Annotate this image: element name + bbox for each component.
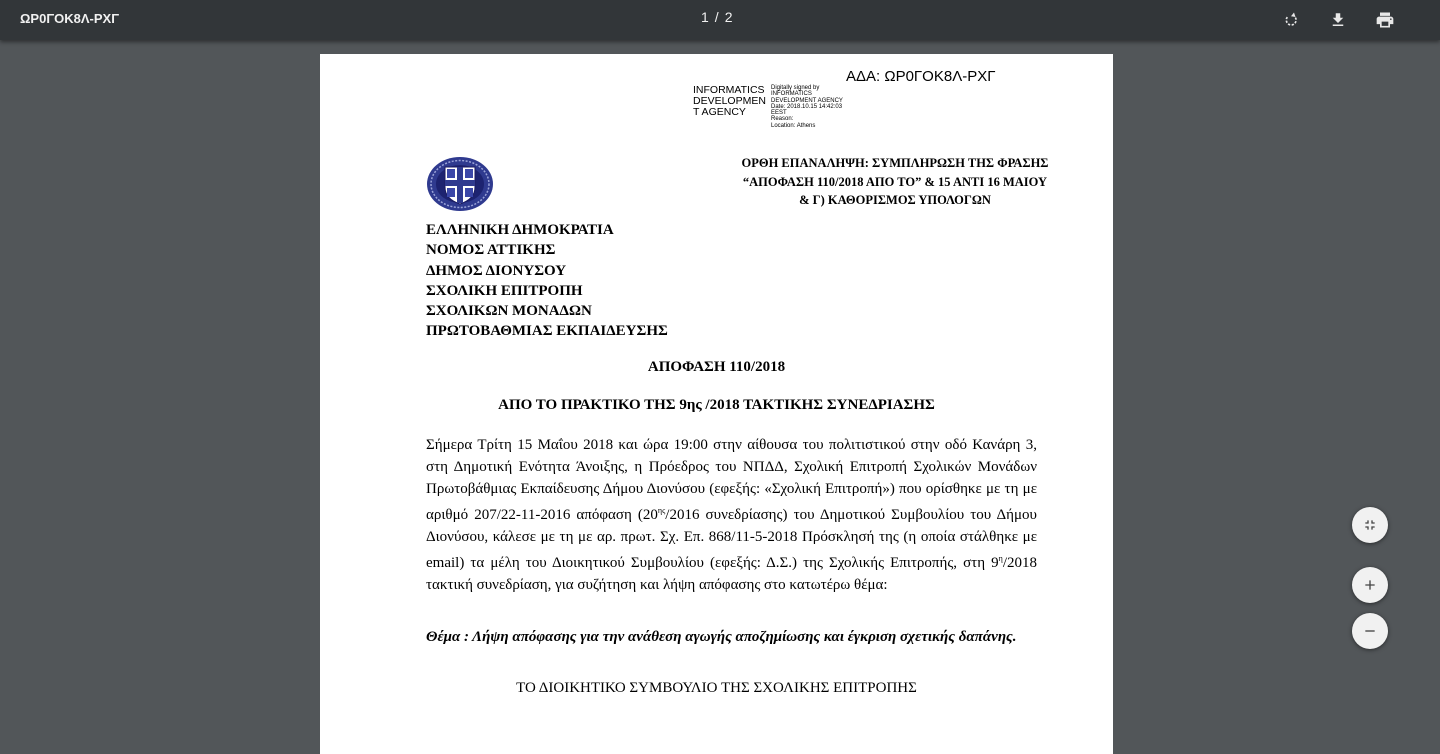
signature-detail-line: INFORMATICS: [771, 91, 812, 98]
rotate-icon: [1282, 11, 1300, 29]
authority-line: ΣΧΟΛΙΚΩΝ ΜΟΝΑΔΩΝ: [426, 303, 592, 320]
superscript: η: [998, 554, 1003, 563]
correction-note: [715, 154, 1075, 210]
print-button[interactable]: [1373, 8, 1397, 32]
signature-detail-line: DEVELOPMENT AGENCY: [771, 97, 843, 104]
authority-line: ΠΡΩΤΟΒΑΘΜΙΑΣ ΕΚΠΑΙΔΕΥΣΗΣ: [426, 323, 668, 340]
greek-coat-of-arms: [425, 155, 495, 213]
superscript: ης: [657, 506, 666, 515]
authority-line: ΝΟΜΟΣ ΑΤΤΙΚΗΣ: [426, 242, 556, 259]
signature-detail-line: EEST: [771, 110, 787, 117]
body-paragraph: [426, 434, 1037, 596]
board-heading: ΤΟ ΔΙΟΙΚΗΤΙΚΟ ΣΥΜΒΟΥΛΙΟ ΤΗΣ ΣΧΟΛΙΚΗΣ ΕΠΙΤΡΟΠΗΣ: [516, 680, 917, 696]
signature-detail-line: Location: Athens: [771, 122, 816, 129]
zoom-in-icon: [1362, 577, 1378, 593]
download-icon: [1329, 11, 1347, 29]
authority-line: ΕΛΛΗΝΙΚΗ ΔΗΜΟΚΡΑΤΙΑ: [426, 222, 614, 238]
digital-signature-name: [693, 85, 766, 118]
rotate-button[interactable]: [1279, 8, 1303, 32]
subject-line: Θέμα : Λήψη απόφασης για την ανάθεση αγωγής αποζημίωσης και έγκριση σχετικής δαπάνης.: [426, 629, 1017, 645]
page-separator: /: [714, 9, 719, 25]
current-page-number[interactable]: 1: [701, 9, 709, 25]
authority-line: ΔΗΜΟΣ ΔΙΟΝΥΣΟΥ: [426, 262, 567, 279]
pdf-page: [320, 54, 1113, 754]
signature-detail-line: Digitally signed by: [771, 85, 820, 91]
ada-code: ΑΔΑ: ΩΡ0ΓΟΚ8Λ-ΡΧΓ: [846, 68, 996, 85]
zoom-out-icon: [1362, 623, 1378, 639]
body-text-part: /2018 τακτική συνεδρίαση, για συζήτηση και λήψη απόφασης στο κατωτέρω θέμα:: [426, 555, 1037, 593]
page-indicator: [701, 9, 732, 25]
fit-page-button[interactable]: [1352, 507, 1388, 543]
decision-title: ΑΠΟΦΑΣΗ 110/2018: [647, 359, 786, 375]
total-pages: 2: [724, 9, 733, 25]
signature-detail-line: Date: 2018.10.15 14:42:03: [771, 103, 843, 110]
print-icon: [1375, 10, 1395, 30]
correction-line: & Γ) ΚΑΘΟΡΙΣΜΟΣ ΥΠΟΛΟΓΩΝ: [799, 193, 991, 207]
body-text-part: /2016 συνεδρίασης) του Δημοτικού Συμβουλίου του Δήμου Διονύσου, κάλεσε με τη με αρ. πρωτ. Σχ. Επ. 868/11-5-2018 Πρόσκλησή της (η οποία στάλθηκε με email) τα μέλη του Διοικητικού Συμβουλίου (εφεξής: Δ.Σ.) της Σχολικής Επιτροπής, στη 9: [426, 507, 1037, 571]
download-button[interactable]: [1326, 8, 1350, 32]
correction-line: “ΑΠΟΦΑΣΗ 110/2018 ΑΠΟ ΤΟ” & 15 ΑΝΤΙ 16 ΜΑΙΟΥ: [742, 174, 1048, 189]
authority-line: ΣΧΟΛΙΚΗ ΕΠΙΤΡΟΠΗ: [426, 282, 583, 299]
digital-signature-details: [771, 85, 843, 129]
zoom-in-button[interactable]: [1352, 567, 1388, 603]
signature-line: INFORMATICS: [693, 84, 765, 96]
authority-block: [426, 220, 668, 342]
correction-line: ΟΡΘΗ ΕΠΑΝΑΛΗΨΗ: ΣΥΜΠΛΗΡΩΣΗ ΤΗΣ ΦΡΑΣΗΣ: [741, 156, 1049, 170]
zoom-out-button[interactable]: [1352, 613, 1388, 649]
pdf-toolbar: [0, 0, 1440, 40]
minutes-title: ΑΠΟ ΤΟ ΠΡΑΚΤΙΚΟ ΤΗΣ 9ης /2018 ΤΑΚΤΙΚΗΣ ΣΥΝΕΔΡΙΑΣΗΣ: [498, 397, 935, 413]
body-text-part: Σήμερα Τρίτη 15 Μαΐου 2018 και ώρα 19:00 στην αίθουσα του πολιτιστικού στην οδό Κανάρη 3, στη Δημοτική Ενότητα Άνοιξης, η Πρόεδρος του ΝΠΔΔ, Σχολική Επιτροπή Σχολικών Μονάδων Πρωτοβάθμιας Εκπαίδευσης Δήμου Διονύσου (εφεξής: «Σχολική Επιτροπή») που ορίσθηκε με τη με αριθμό 207/22-11-2016 απόφαση (20: [426, 437, 1037, 523]
fit-page-icon: [1362, 517, 1378, 533]
signature-line: DEVELOPMEN: [693, 95, 766, 107]
document-title: ΩΡ0ΓΟΚ8Λ-ΡΧΓ: [20, 11, 120, 26]
signature-detail-line: Reason:: [771, 116, 794, 123]
signature-line: T AGENCY: [693, 106, 746, 118]
